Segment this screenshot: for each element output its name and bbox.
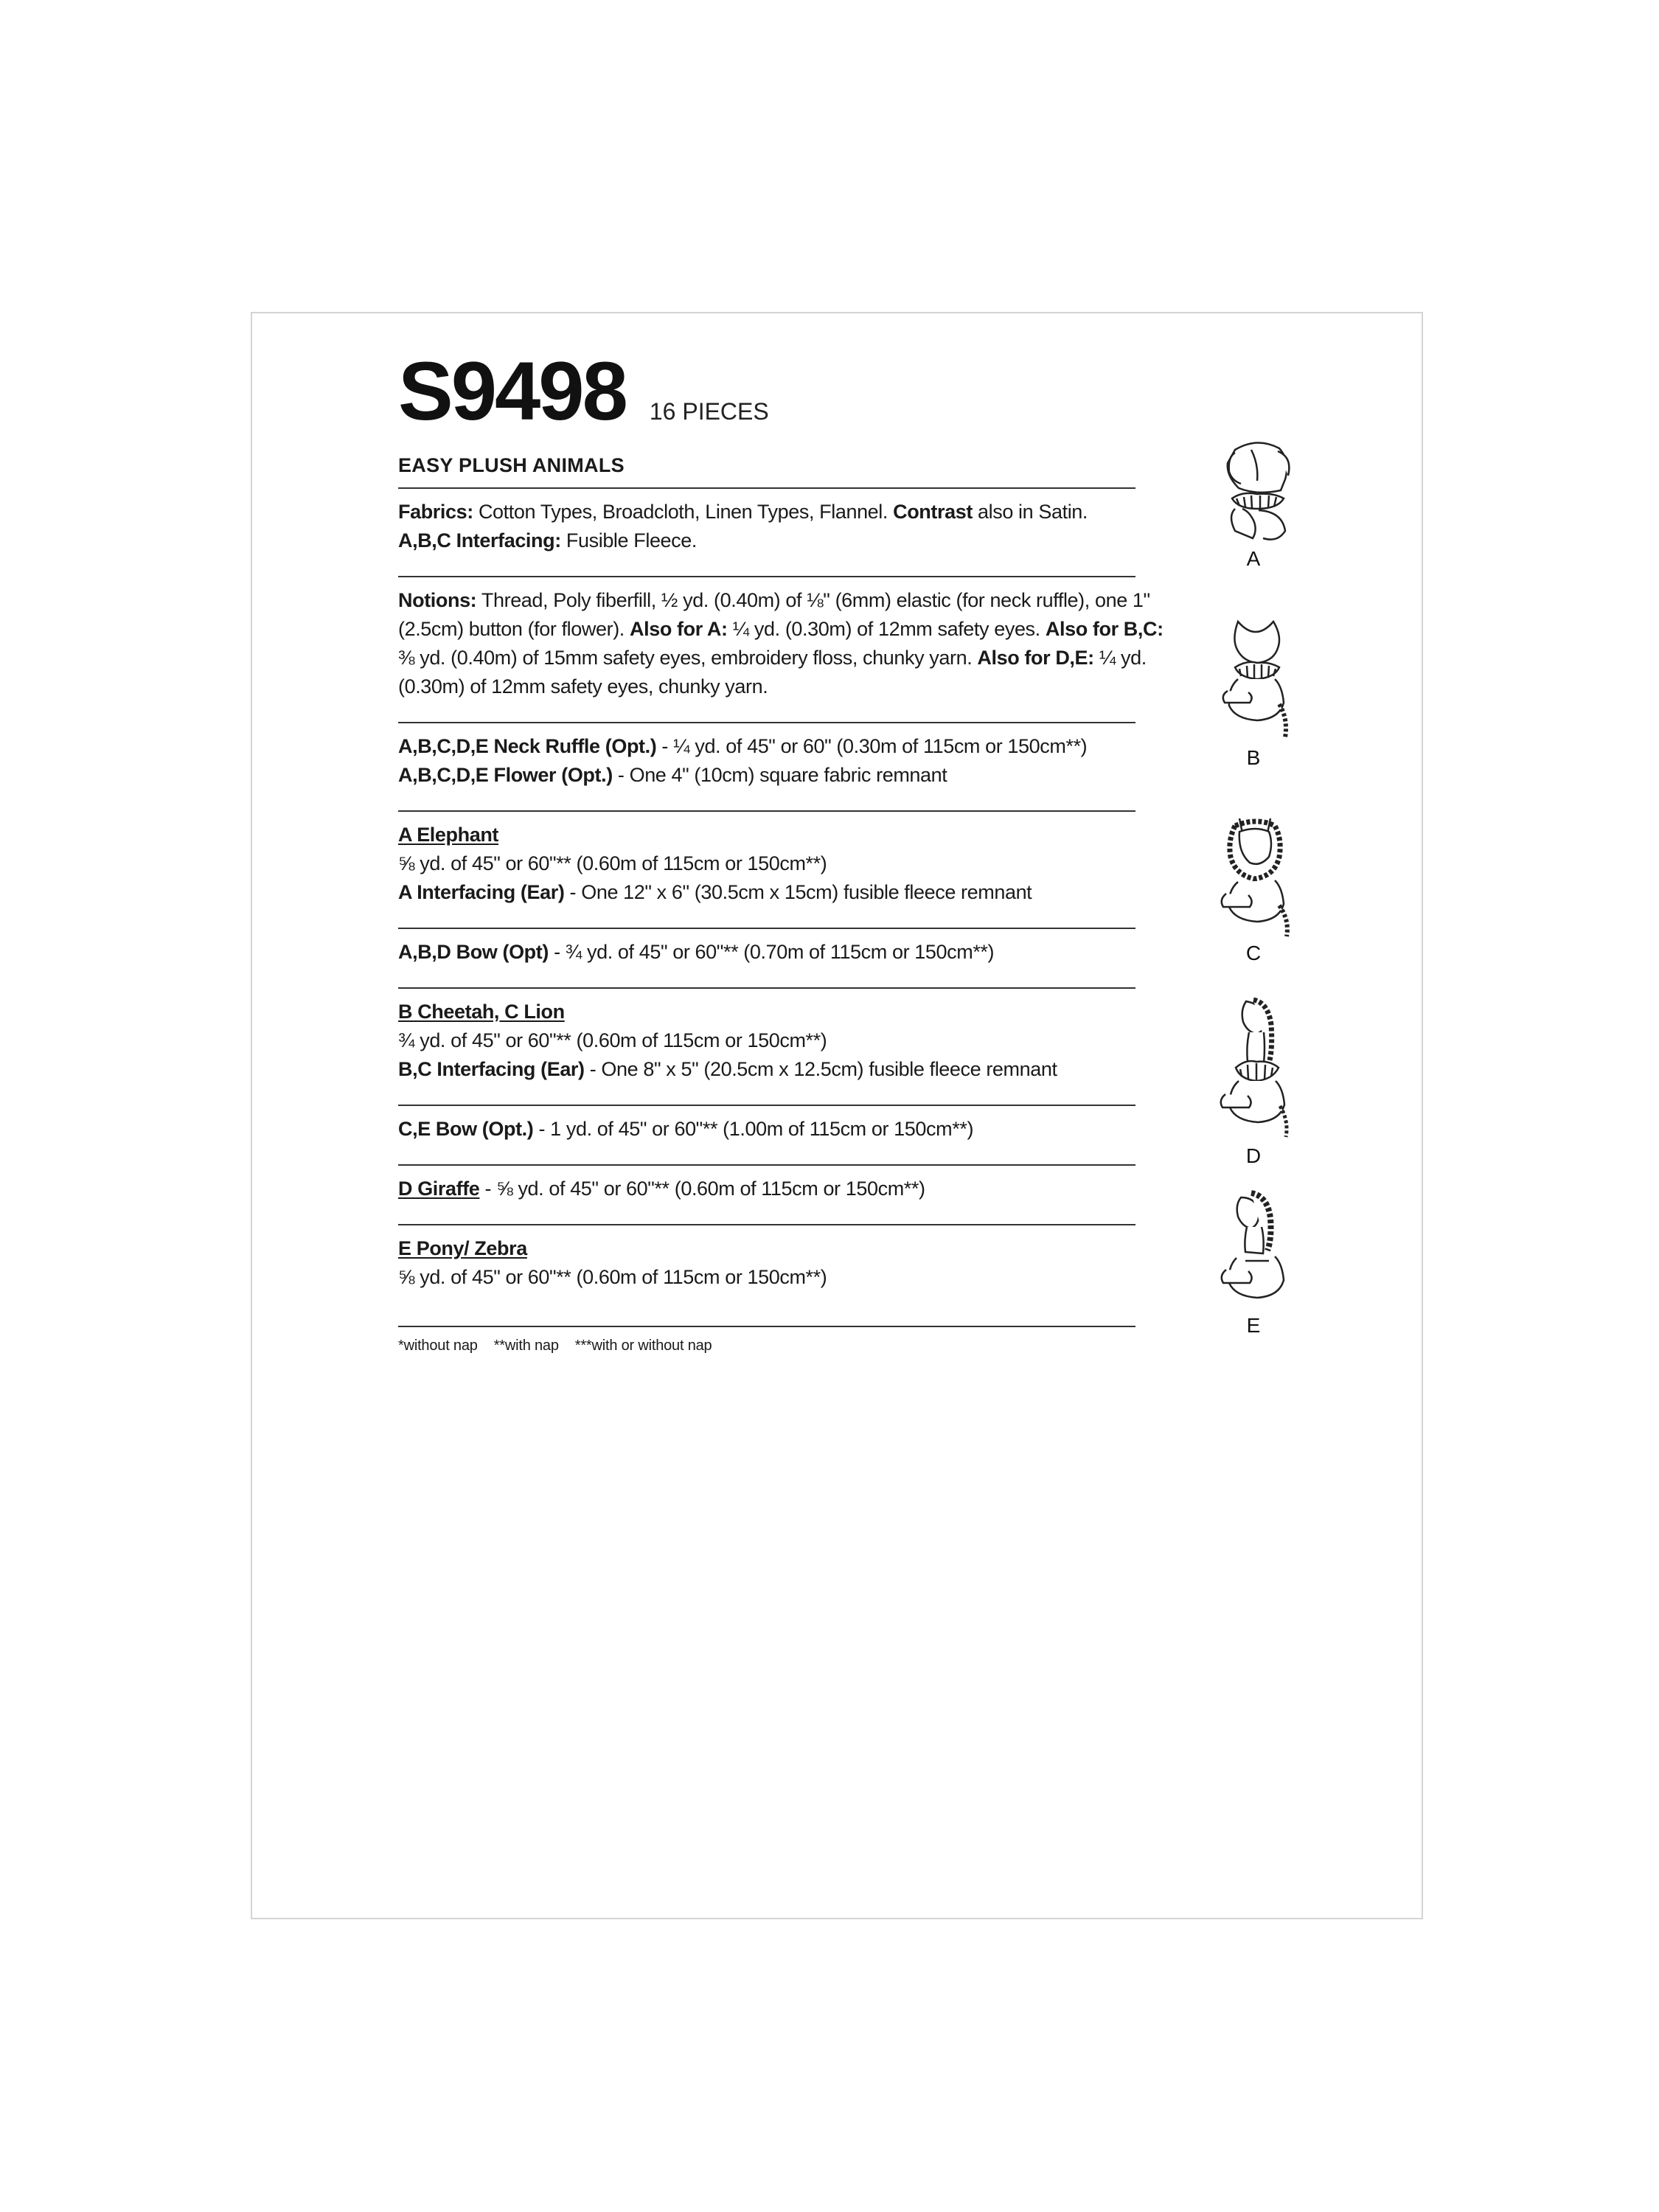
- elephant-view-icon: [1206, 435, 1301, 546]
- abd-bow-line: [398, 938, 1135, 967]
- elephant-heading-line: [398, 821, 1135, 849]
- notions-text-2: (2.5cm) button (for flower).: [398, 618, 630, 640]
- footnote-with-or-without-nap: ***with or without nap: [574, 1338, 712, 1354]
- also-for-a-label: Also for A:: [630, 618, 728, 640]
- view-label-b: B: [1246, 746, 1261, 769]
- cheetah-lion-interfacing-text: - One 8" x 5" (20.5cm x 12.5cm) fusible fleece remnant: [584, 1058, 1057, 1080]
- view-c: [1180, 811, 1327, 965]
- pattern-number: S9498: [398, 345, 626, 437]
- lion-view-icon: [1206, 811, 1301, 940]
- pony-zebra-yardage: ⅝ yd. of 45" or 60"** (0.60m of 115cm or 150cm**): [398, 1266, 827, 1288]
- pony-zebra-heading-line: [398, 1234, 1135, 1263]
- elephant-yardage: ⅝ yd. of 45" or 60"** (0.60m of 115cm or 150cm**): [398, 852, 827, 874]
- pattern-title: EASY PLUSH ANIMALS: [398, 454, 625, 476]
- also-for-bc-label: Also for B,C:: [1045, 618, 1164, 640]
- view-a: [1180, 435, 1327, 571]
- notions-line-2: [398, 615, 1164, 644]
- neck-ruffle-label: A,B,C,D,E Neck Ruffle (Opt.): [398, 735, 657, 757]
- footnote-with-nap: **with nap: [493, 1338, 559, 1354]
- fabrics-label: Fabrics:: [398, 501, 473, 523]
- cheetah-lion-heading: B Cheetah, C Lion: [398, 1001, 565, 1023]
- piece-count: 16 PIECES: [649, 398, 769, 425]
- also-for-de-label: Also for D,E:: [977, 647, 1094, 669]
- divider: [398, 1164, 1135, 1166]
- giraffe-line: [398, 1175, 1135, 1203]
- ce-bow-label: C,E Bow (Opt.): [398, 1118, 534, 1140]
- interfacing-text: Fusible Fleece.: [560, 529, 697, 552]
- divider: [398, 1224, 1135, 1225]
- flower-line: [398, 761, 1135, 790]
- divider: [398, 810, 1135, 812]
- cheetah-view-icon: [1206, 616, 1301, 745]
- divider: [398, 576, 1135, 577]
- fabrics-line: [398, 498, 1135, 526]
- abd-bow-text: - ¾ yd. of 45" or 60"** (0.70m of 115cm or 150cm**): [548, 941, 995, 963]
- neck-ruffle-line: [398, 732, 1135, 761]
- contrast-text: also in Satin.: [972, 501, 1088, 523]
- pony-zebra-view-icon: [1206, 1187, 1301, 1312]
- elephant-interfacing-line: [398, 878, 1135, 907]
- pattern-header: [398, 345, 769, 437]
- yardage-chart: [398, 451, 1164, 1355]
- fabrics-text: Cotton Types, Broadcloth, Linen Types, Flannel.: [473, 501, 894, 523]
- neck-ruffle-text: - ¼ yd. of 45" or 60" (0.30m of 115cm or 150cm**): [656, 735, 1088, 757]
- divider: [398, 987, 1135, 989]
- cheetah-lion-yardage: ¾ yd. of 45" or 60"** (0.60m of 115cm or 150cm**): [398, 1029, 827, 1051]
- view-label-d: D: [1245, 1144, 1262, 1167]
- contrast-label: Contrast: [893, 501, 973, 523]
- view-b: [1180, 616, 1327, 770]
- notions-line-4: [398, 672, 1135, 701]
- divider: [398, 722, 1135, 723]
- giraffe-heading: D Giraffe: [398, 1178, 480, 1200]
- also-for-de-text: ¼ yd.: [1093, 647, 1147, 669]
- flower-text: - One 4" (10cm) square fabric remnant: [612, 764, 947, 786]
- abd-bow-label: A,B,D Bow (Opt): [398, 941, 549, 963]
- footnote-without-nap: *without nap: [398, 1338, 478, 1354]
- divider: [398, 1105, 1135, 1106]
- view-label-c: C: [1245, 942, 1262, 964]
- footnotes: [398, 1336, 1135, 1355]
- also-for-a-text: ¼ yd. (0.30m) of 12mm safety eyes.: [727, 618, 1046, 640]
- cheetah-lion-interfacing-label: B,C Interfacing (Ear): [398, 1058, 585, 1080]
- divider: [398, 487, 1135, 489]
- ce-bow-text: - 1 yd. of 45" or 60"** (1.00m of 115cm or 150cm**): [533, 1118, 974, 1140]
- ce-bow-line: [398, 1115, 1135, 1144]
- elephant-interfacing-text: - One 12" x 6" (30.5cm x 15cm) fusible fleece remnant: [564, 881, 1032, 903]
- cheetah-lion-interfacing-line: [398, 1055, 1135, 1084]
- interfacing-label: A,B,C Interfacing:: [398, 529, 561, 552]
- view-label-e: E: [1246, 1314, 1261, 1337]
- notions-line-1: [398, 586, 1150, 615]
- elephant-heading: A Elephant: [398, 824, 499, 846]
- notions-line-3: [398, 644, 1147, 672]
- interfacing-line: [398, 526, 1135, 555]
- notions-text-4: (0.30m) of 12mm safety eyes, chunky yarn.: [398, 675, 768, 698]
- giraffe-view-icon: [1202, 995, 1305, 1143]
- notions-text-1: Thread, Poly fiberfill, ½ yd. (0.40m) of ⅛" (6mm) elastic (for neck ruffle), one 1": [476, 589, 1150, 611]
- notions-label: Notions:: [398, 589, 477, 611]
- view-d: [1180, 995, 1327, 1168]
- flower-label: A,B,C,D,E Flower (Opt.): [398, 764, 613, 786]
- view-label-a: A: [1246, 547, 1261, 570]
- view-e: [1180, 1187, 1327, 1338]
- pony-zebra-heading: E Pony/ Zebra: [398, 1237, 527, 1259]
- notions-text-3: ⅜ yd. (0.40m) of 15mm safety eyes, embroidery floss, chunky yarn.: [398, 647, 978, 669]
- cheetah-lion-heading-line: [398, 998, 1135, 1026]
- giraffe-text: - ⅝ yd. of 45" or 60"** (0.60m of 115cm or 150cm**): [479, 1178, 925, 1200]
- elephant-interfacing-label: A Interfacing (Ear): [398, 881, 565, 903]
- divider: [398, 1326, 1135, 1327]
- divider: [398, 928, 1135, 929]
